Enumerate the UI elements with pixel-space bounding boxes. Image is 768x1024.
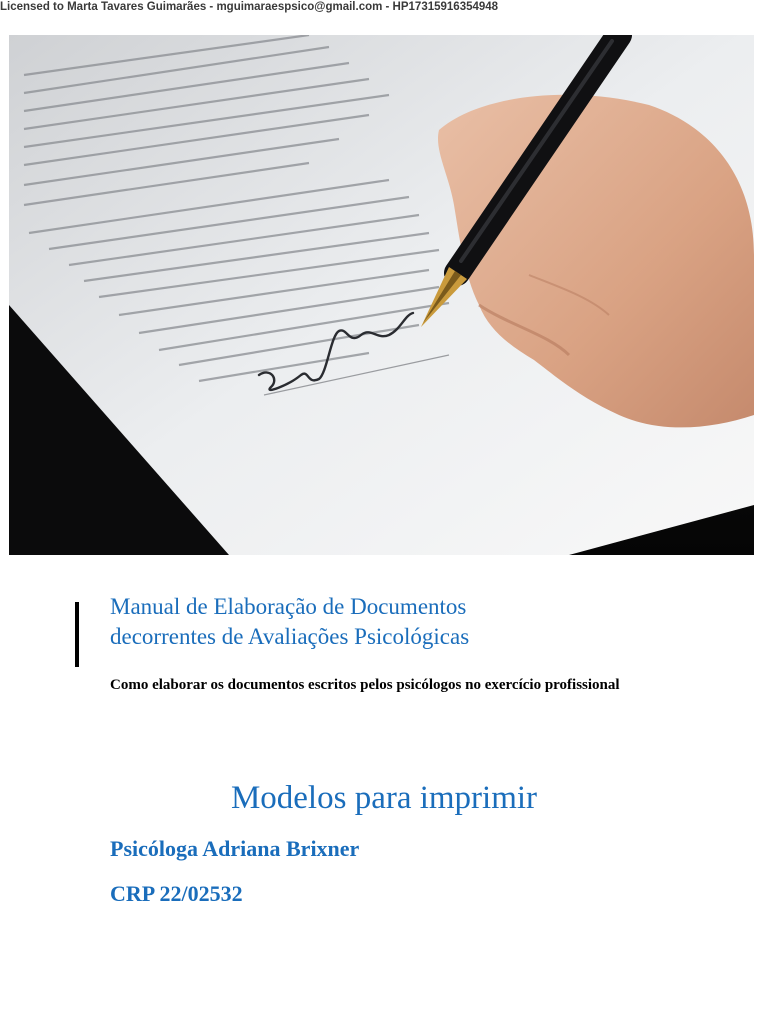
document-subtitle: Como elaborar os documentos escritos pelos psicólogos no exercício profissional <box>110 677 620 693</box>
title-accent-bar <box>75 602 79 667</box>
models-heading: Modelos para imprimir <box>230 780 538 816</box>
author-name: Psicóloga Adriana Brixner <box>110 836 360 861</box>
document-title-line-2: decorrentes de Avaliações Psicológicas <box>110 624 470 649</box>
crp-number: CRP 22/02532 <box>110 881 243 906</box>
license-watermark: Licensed to Marta Tavares Guimarães - mguimaraespsico@gmail.com - HP17315916354948 <box>0 1 499 13</box>
cover-photo-signing-document <box>9 35 754 555</box>
document-title-line-1: Manual de Elaboração de Documentos <box>110 594 467 619</box>
document-title <box>110 592 670 652</box>
